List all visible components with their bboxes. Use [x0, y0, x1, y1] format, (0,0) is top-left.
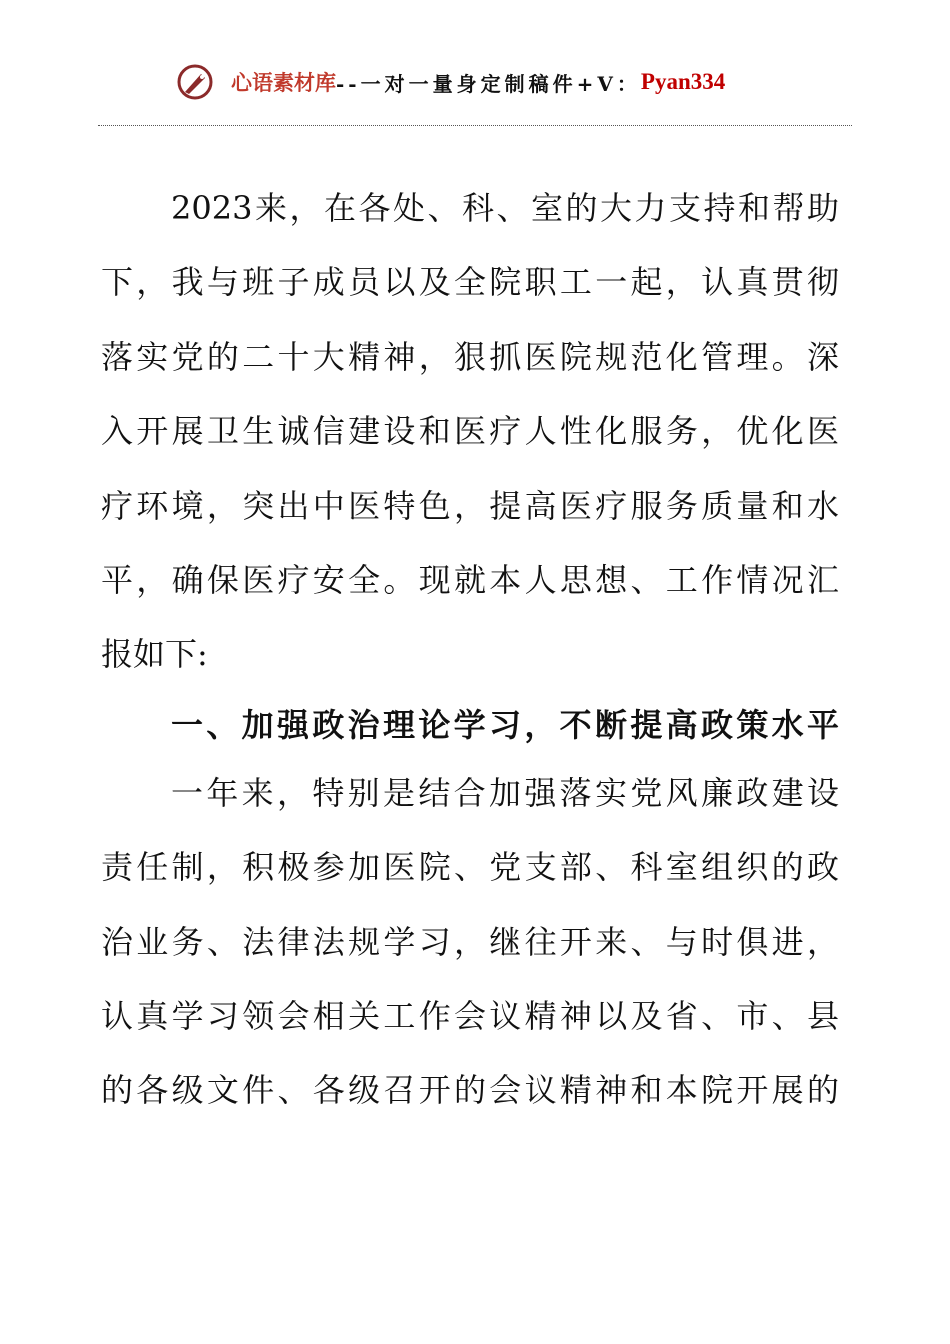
text-line: 治业务、法律法规学习，继往开来、与时俱进，: [101, 922, 839, 961]
text-line: 入开展卫生诚信建设和医疗人性化服务，优化医: [101, 412, 839, 451]
text-line: 报如下:: [101, 635, 208, 674]
text-line: 2023来，在各处、科、室的大力支持和帮助: [171, 189, 839, 227]
text-line: 一年来，特别是结合加强落实党风廉政建设: [171, 773, 839, 812]
text-line: 下，我与班子成员以及全院职工一起，认真贯彻: [101, 263, 839, 302]
text-line: 落实党的二十大精神，狠抓医院规范化管理。深: [101, 337, 839, 376]
text-line: 的各级文件、各级召开的会议精神和本院开展的: [101, 1071, 839, 1110]
section-heading: 一、加强政治理论学习，不断提高政策水平: [171, 705, 839, 744]
page-header: [175, 62, 725, 102]
contact-id: Pyan334: [640, 69, 726, 94]
header-slogan: --一对一量身定制稿件+V：: [336, 71, 641, 96]
text-line: 疗环境，突出中医特色，提高医疗服务质量和水: [101, 486, 839, 525]
header-divider: [98, 125, 852, 126]
text-line: 平，确保医疗安全。现就本人思想、工作情况汇: [101, 560, 839, 599]
text-line: 认真学习领会相关工作会议精神以及省、市、县: [101, 996, 839, 1035]
brand-name: 心语素材库: [231, 70, 336, 95]
document-body: [101, 183, 839, 1140]
pen-nib-logo-icon: [175, 62, 215, 102]
text-line: 责任制，积极参加医院、党支部、科室组织的政: [101, 848, 839, 887]
